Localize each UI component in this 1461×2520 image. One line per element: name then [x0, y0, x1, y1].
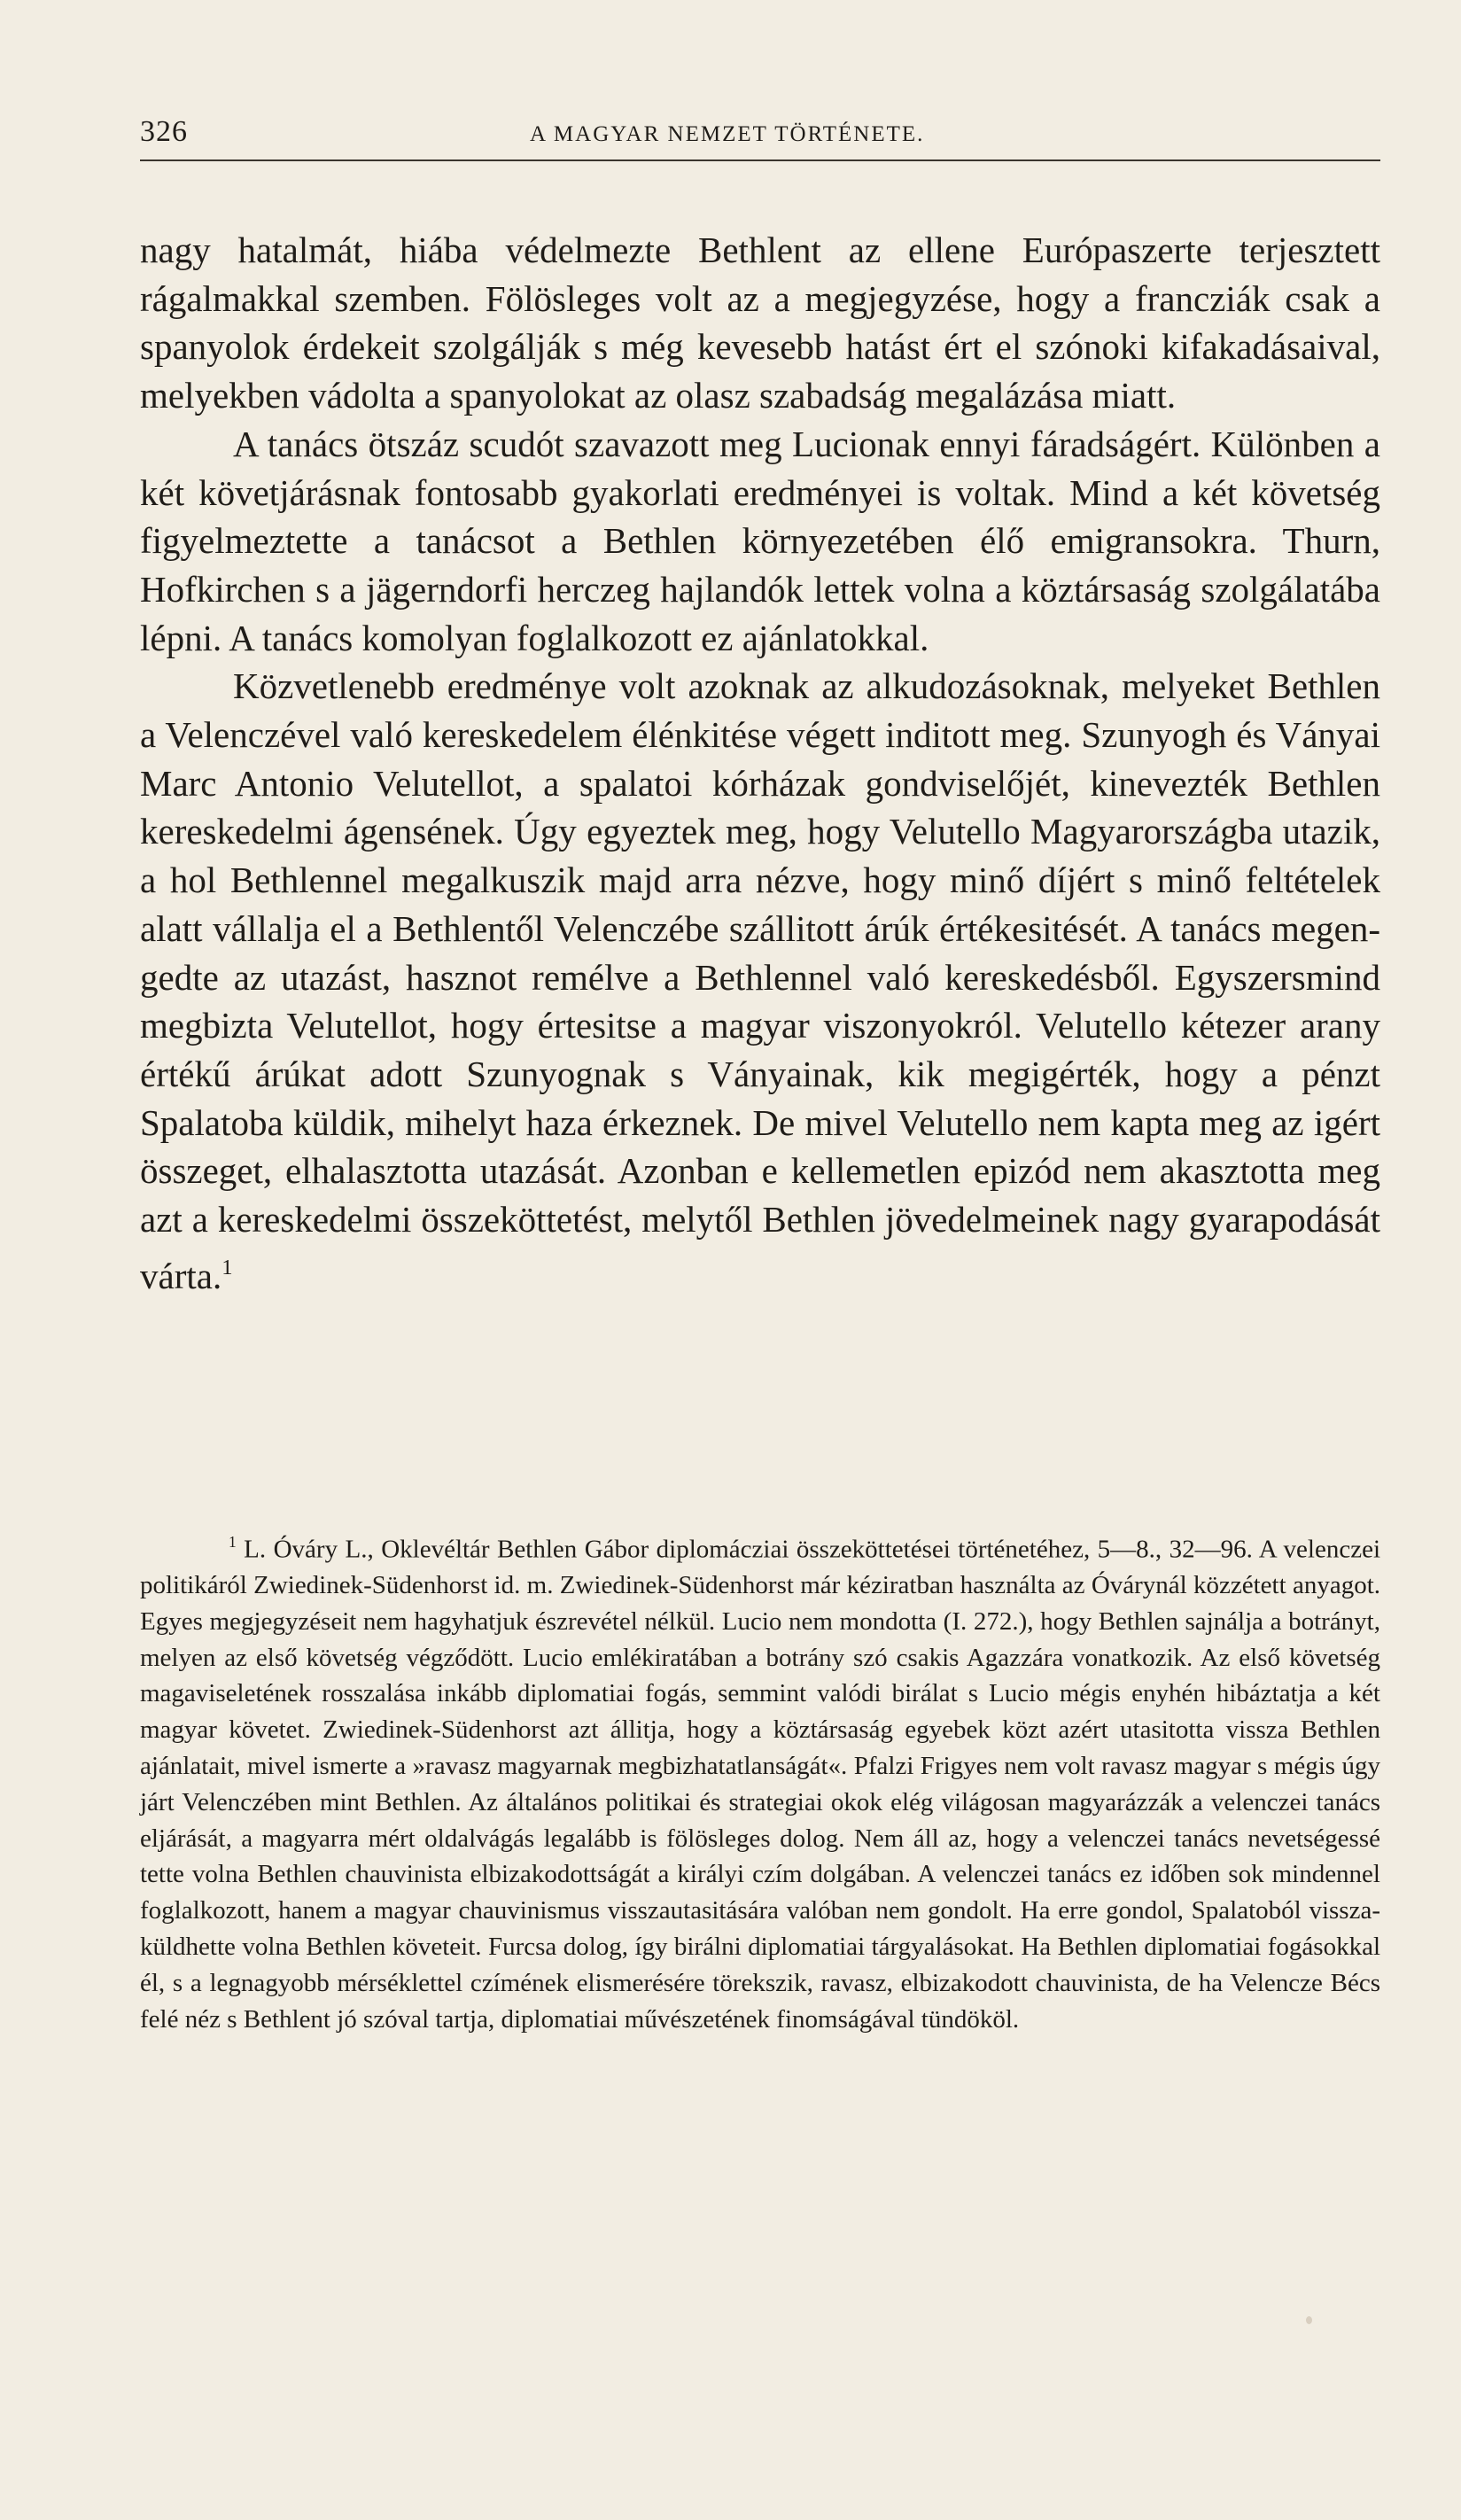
paragraph-3: [140, 662, 1380, 1300]
paper-speck: [1306, 2316, 1312, 2324]
footnote-text: L. Óváry L., Oklevéltár Bethlen Gábor diplomácziai összeköttetései történetéhez, 5—8., 32—96. A velenczei politikáról Zwiedinek-Südenhorst id. m. Zwiedinek-Südenhorst már kéziratban használta az Óvárynál közzétett anyagot. Egyes megjegyzéseit nem hagyhatjuk észrevétel nélkül. Lucio nem mondotta (I. 272.), hogy Bethlen sajnálja a botrányt, melyen az első követség végződött. Lucio emlékiratában a botrány szó csakis Agazzára vonatkozik. Az első követség magaviseletének rosszalása inkább diplomatiai fogás, semmint valódi birálat s Lucio mégis enyhén hibáztatja a két magyar követet. Zwiedinek-Südenhorst azt állitja, hogy a köztársaság egyebek közt azért utasitotta vissza Bethlen ajánlatait, mivel ismerte a »ravasz magyarnak megbizhatatlanságát«. Pfalzi Frigyes nem volt ravasz magyar s mégis úgy járt Velenczében mint Bethlen. Az általános politikai és strategiai okok elég világosan magyarázzák a velenczei tanács eljárását, a magyarra mért oldalvágás legalább is fölösleges dolog. Nem áll az, hogy a velenczei tanács nevetségessé tette volna Bethlen chauvinista elbizakodottságát a királyi czím dolgában. A velenczei tanács ez időben sok mindennel foglalkozott, hanem a magyar chauvinismus visszautasitására valóban nem gondolt. Ha erre gondol, Spalatoból visszaküldhette volna Bethlen követeit. Furcsa dolog, így birálni diplomatiai tárgyalásokat. Ha Bethlen diplomatiai fogásokkal él, s a legnagyobb mérséklettel czímének elismerésére törekszik, ravasz, elbizakodott chauvinista, de ha Velencze Bécs felé néz s Bethlent jó szóval tartja, diplomatiai művészetének finomságával tündököl.: [140, 1535, 1381, 2034]
paragraph-1: nagy hatalmát, hiába védelmezte Bethlent az ellene Európaszerte terjesztett rágalmakkal szemben. Fölösleges volt az a megjegyzése, hogy a francziák csak a spanyolok érdekeit szolgálják s még kevesebb hatást ért el szónoki kifakadásaival, melyekben vádolta a spanyolokat az olasz szabadság megalázása miatt.: [140, 229, 1380, 416]
footnotes: [140, 1524, 1380, 2037]
running-title: A MAGYAR NEMZET TÖRTÉNETE.: [530, 122, 925, 146]
header-rule: [140, 159, 1380, 161]
running-head: [140, 115, 1380, 159]
paragraph-3-text: Közvetlenebb eredménye volt azoknak az alkudozásoknak, melyeket Bethlen a Velenczével való kereskedelem élénkitése végett inditott meg. Szunyogh és Ványai Marc Antonio Velutellot, a spalatoi kórházak gondviselőjét, kinevezték Bethlen kereskedelmi ágensének. Úgy egyeztek meg, hogy Velutello Magyarországba utazik, a hol Bethlennel megalkuszik majd arra nézve, hogy minő díjért s minő feltételek alatt vállalja el a Bethlentől Velenczébe szállitott árúk értékesitését. A tanács megengedte az utazást, hasznot remélve a Bethlennel való kereskedésből. Egyszersmind megbizta Velutellot, hogy értesitse a magyar viszonyokról. Velutello kétezer arany értékű árúkat adott Szunyognak s Ványainak, kik megigérték, hogy a pénzt Spalatoba küldik, mihelyt haza érkeznek. De mivel Velutello nem kapta meg az igért összeget, elhalasztotta utazását. Azonban e kellemetlen epizód nem akasztotta meg azt a kereskedelmi összeköttetést, melytől Bethlen jövedelmeinek nagy gyarapodását várta.: [140, 665, 1380, 1296]
footnote-1: [140, 1524, 1380, 2037]
paragraph-2: A tanács ötszáz scudót szavazott meg Lucionak ennyi fáradságért. Különben a két követjárásnak fontosabb gyakorlati eredményei is voltak. Mind a két követség figyelmeztette a tanácsot a Bethlen környezetében élő emigransokra. Thurn, Hofkirchen s a jägerndorfi herczeg hajlandók lettek volna a köztársaság szolgálatába lépni. A tanács komolyan foglalkozott ez ajánlatokkal.: [140, 423, 1380, 658]
footnote-marker: 1: [229, 1533, 237, 1551]
page-number: 326: [140, 115, 188, 148]
footnote-reference: 1: [221, 1255, 233, 1279]
main-text: [140, 226, 1380, 1300]
